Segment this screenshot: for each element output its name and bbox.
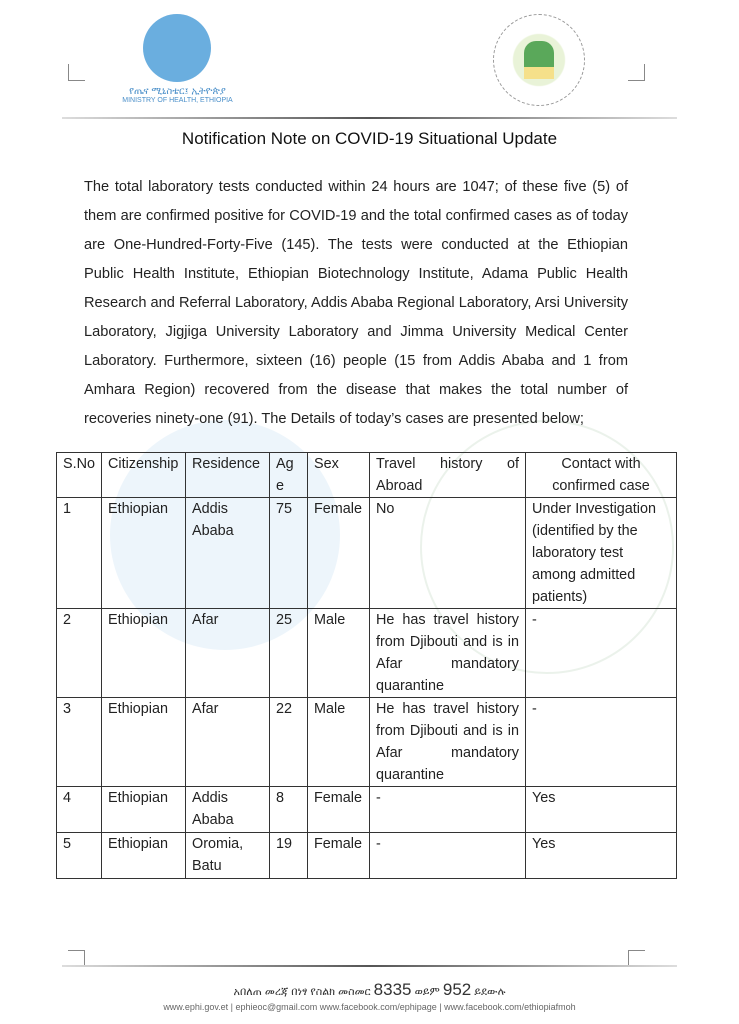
cell-age: 19 — [270, 833, 308, 879]
cell-residence: Addis Ababa — [186, 787, 270, 833]
cell-sex: Female — [308, 787, 370, 833]
cell-sno: 2 — [57, 609, 102, 698]
cell-residence: Oromia, Batu — [186, 833, 270, 879]
summary-paragraph: The total laboratory tests conducted within 24 hours are 1047; of these five (5) of them are confirmed positive for COVID-19 and the total confirmed cases as of today are One-Hundred-Forty-Five (145). The tests were conducted at the Ethiopian Public Health Institute, Ethiopian Biotechnology Institute, Adama Public Health Research and Referral Laboratory, Addis Ababa Regional Laboratory, Arsi University Laboratory, Jigjiga University Laboratory and Jimma University Medical Center Laboratory. Furthermore, sixteen (16) people (15 from Addis Ababa and 1 from Amhara Region) recovered from the disease that makes the total number of recoveries ninety-one (91). The Details of today’s cases are presented below; — [84, 179, 628, 427]
cell-travel: No — [370, 498, 526, 609]
table-row — [57, 787, 677, 833]
hotline-number: 952 — [442, 980, 472, 999]
moh-logo — [143, 14, 211, 82]
table-row — [57, 698, 677, 787]
corner-mark — [628, 64, 645, 81]
header-travel-history: Travel history of Abroad — [370, 453, 526, 498]
hotline-text: አበለጠ መረጃ በነፃ የስልክ መስመር — [233, 986, 371, 998]
corner-mark — [68, 64, 85, 81]
cell-sex: Female — [308, 498, 370, 609]
cell-citizenship: Ethiopian — [102, 498, 186, 609]
cases-table — [56, 452, 677, 879]
table-header-row — [57, 453, 677, 498]
cell-residence: Addis Ababa — [186, 498, 270, 609]
cell-contact: Under Investigation (identified by the laboratory test among admitted patients) — [526, 498, 677, 609]
cell-contact: - — [526, 698, 677, 787]
cell-age: 75 — [270, 498, 308, 609]
cell-sex: Female — [308, 833, 370, 879]
footer-links: www.ephi.gov.et | ephieoc@gmail.com www.facebook.com/ephipage | www.facebook.com/ethiopiafmoh — [163, 1002, 576, 1012]
cell-travel: He has travel history from Djibouti and is in Afar mandatory quarantine — [370, 609, 526, 698]
table-row — [57, 498, 677, 609]
cell-travel: - — [370, 787, 526, 833]
ephi-seal-logo — [493, 14, 585, 106]
cell-sex: Male — [308, 609, 370, 698]
cell-citizenship: Ethiopian — [102, 833, 186, 879]
cell-sno: 3 — [57, 698, 102, 787]
hotline-text: ይደውሉ — [474, 986, 506, 998]
hotline-number: 8335 — [373, 980, 412, 999]
cell-travel: He has travel history from Djibouti and is in Afar mandatory quarantine — [370, 698, 526, 787]
cell-sex: Male — [308, 698, 370, 787]
header-sex: Sex — [308, 453, 370, 498]
cell-age: 25 — [270, 609, 308, 698]
footer-hotline — [0, 980, 739, 1000]
cell-travel: - — [370, 833, 526, 879]
table-row — [57, 609, 677, 698]
cell-sno: 5 — [57, 833, 102, 879]
cell-age: 8 — [270, 787, 308, 833]
header-residence: Residence — [186, 453, 270, 498]
cell-residence: Afar — [186, 698, 270, 787]
cell-citizenship: Ethiopian — [102, 787, 186, 833]
table-row — [57, 833, 677, 879]
footer-divider — [62, 965, 677, 967]
moh-english-name: MINISTRY OF HEALTH, ETHIOPIA — [122, 97, 233, 104]
hotline-text: ወይም — [414, 986, 440, 998]
cell-age: 22 — [270, 698, 308, 787]
header-contact: Contact with confirmed case — [526, 453, 677, 498]
moh-amharic-name: የጤና ሚኒስቴር፤ ኢትዮጵያ — [129, 86, 226, 97]
cell-citizenship: Ethiopian — [102, 609, 186, 698]
cell-contact: Yes — [526, 787, 677, 833]
cell-citizenship: Ethiopian — [102, 698, 186, 787]
header-divider — [62, 117, 677, 119]
page-title: Notification Note on COVID-19 Situational Update — [181, 129, 558, 148]
header-age: Age — [270, 453, 308, 498]
cell-sno: 1 — [57, 498, 102, 609]
cell-sno: 4 — [57, 787, 102, 833]
cell-contact: - — [526, 609, 677, 698]
header-sno: S.No — [57, 453, 102, 498]
header-citizenship: Citizenship — [102, 453, 186, 498]
cell-residence: Afar — [186, 609, 270, 698]
cell-contact: Yes — [526, 833, 677, 879]
